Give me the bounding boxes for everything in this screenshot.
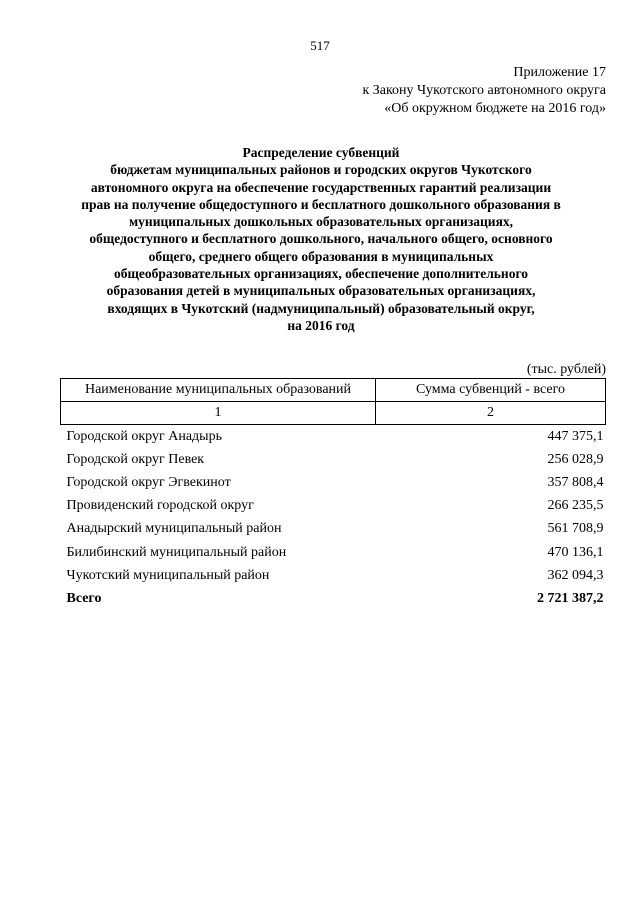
total-row: [61, 587, 606, 610]
title-line: общедоступного и бесплатного дошкольного, начального общего, основного: [89, 231, 553, 247]
table-row: [61, 448, 606, 471]
appendix-reference: [362, 64, 606, 118]
appendix-line-3: «Об окружном бюджете на 2016 год»: [384, 101, 606, 116]
subventions-table: [60, 378, 606, 611]
column-number-row: [61, 402, 606, 425]
header-municipality: Наименование муниципальных образований: [61, 379, 376, 402]
table-header-row: [61, 379, 606, 402]
table-row: [61, 564, 606, 587]
table-row: [61, 518, 606, 541]
total-amount: 2 721 387,2: [537, 590, 604, 606]
subvention-amount: 470 136,1: [547, 544, 604, 560]
units-label: (тыс. рублей): [526, 362, 606, 377]
title-line: муниципальных дошкольных образовательных организациях,: [128, 214, 513, 230]
appendix-line-1: Приложение 17: [513, 65, 606, 80]
title-line: входящих в Чукотский (надмуниципальный) образовательный округ,: [107, 300, 535, 316]
subvention-amount: 357 808,4: [547, 474, 604, 490]
municipality-name: Анадырский муниципальный район: [66, 521, 282, 537]
title-line: Распределение субвенций: [242, 145, 400, 160]
title-line: автономного округа на обеспечение государственных гарантий реализации: [90, 179, 552, 195]
table-row: [61, 471, 606, 494]
municipality-name: Городской округ Анадырь: [66, 428, 222, 444]
title-line: прав на получение общедоступного и бесплатного дошкольного образования в: [81, 196, 561, 212]
table-row: [61, 495, 606, 518]
total-label: Всего: [66, 590, 102, 606]
page-number: 517: [310, 38, 330, 53]
municipality-name: Городской округ Эгвекинот: [66, 474, 231, 490]
table-row: [61, 425, 606, 449]
subvention-amount: 266 235,5: [547, 498, 604, 514]
municipality-name: Билибинский муниципальный район: [66, 544, 287, 560]
subvention-amount: 561 708,9: [547, 521, 604, 537]
title-line: бюджетам муниципальных районов и городских округов Чукотского: [110, 162, 532, 178]
appendix-line-2: к Закону Чукотского автономного округа: [362, 83, 606, 98]
subvention-amount: 256 028,9: [547, 451, 604, 467]
subvention-amount: 447 375,1: [547, 428, 604, 444]
title-line: образования детей в муниципальных образовательных организациях,: [106, 283, 536, 299]
column-number-1: 1: [61, 402, 376, 425]
title-line: общего, среднего общего образования в муниципальных: [148, 248, 494, 264]
header-amount: Сумма субвенций - всего: [376, 379, 606, 402]
subvention-amount: 362 094,3: [547, 567, 604, 583]
document-title: [56, 144, 586, 334]
title-line: на 2016 год: [287, 317, 355, 333]
municipality-name: Чукотский муниципальный район: [66, 567, 270, 583]
municipality-name: Городской округ Певек: [66, 451, 205, 467]
municipality-name: Провиденский городской округ: [66, 498, 254, 514]
title-line: общеобразовательных организациях, обеспечение дополнительного: [113, 266, 528, 282]
column-number-2: 2: [376, 402, 606, 425]
table-row: [61, 541, 606, 564]
